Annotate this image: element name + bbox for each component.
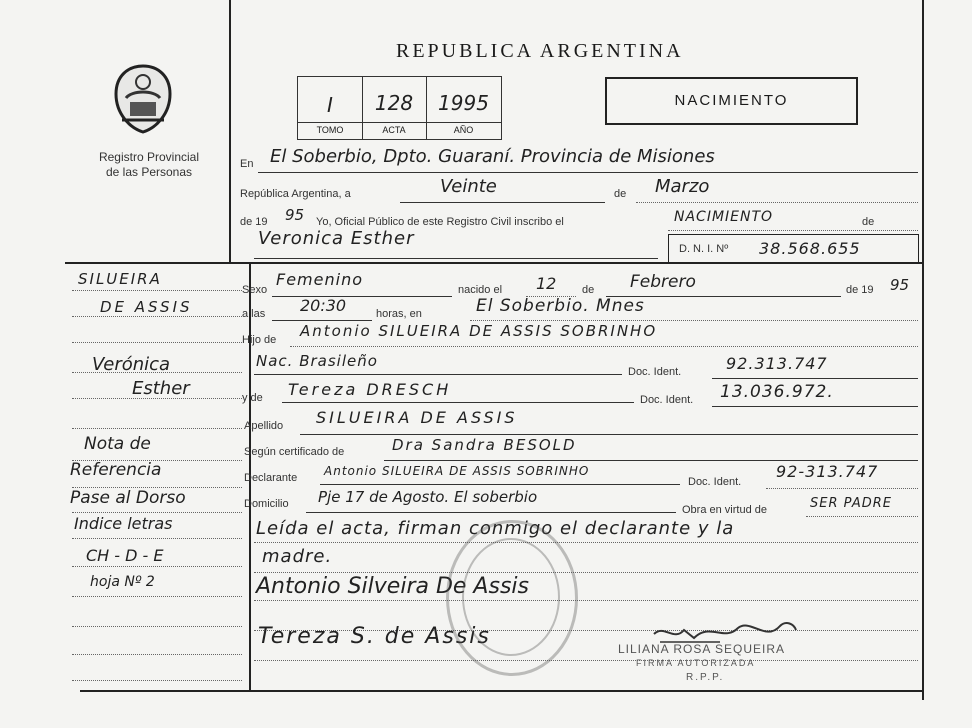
- father-nationality: Nac. Brasileño: [256, 352, 378, 370]
- margin-line: [72, 596, 242, 597]
- signature-mother: Tereza S. de Assis: [258, 624, 491, 649]
- label-hijo-de: Hijo de: [242, 334, 277, 346]
- month-value: Marzo: [655, 176, 710, 197]
- label-obra: Obra en virtud de: [682, 504, 767, 516]
- line-father: [290, 346, 918, 347]
- margin-line: [72, 342, 242, 343]
- line-declarant-doc: [766, 488, 918, 489]
- margin-line: [72, 566, 242, 567]
- birth-time-value: 20:30: [300, 296, 347, 315]
- declarant-doc-value: 92-313.747: [776, 462, 879, 481]
- label-declarante: Declarante: [244, 472, 298, 484]
- line-nationality: [254, 374, 622, 375]
- line-sex: [272, 296, 452, 297]
- year-value: 95: [285, 206, 305, 224]
- margin-line: [72, 512, 242, 513]
- country-title: REPUBLICA ARGENTINA: [396, 40, 684, 62]
- father-doc-value: 92.313.747: [726, 354, 828, 373]
- margin-note-6: hoja Nº 2: [90, 574, 155, 590]
- margin-line: [72, 654, 242, 655]
- frame-divider-top: [229, 0, 231, 262]
- line-reading-1: [254, 542, 918, 543]
- line-month: [636, 202, 918, 203]
- margin-surname-2: DE ASSIS: [100, 298, 193, 316]
- mother-doc-value: 13.036.972.: [720, 382, 834, 402]
- label-de-19-b: de 19: [846, 284, 874, 296]
- document-type-box: NACIMIENTO: [605, 77, 858, 125]
- margin-given-2: Esther: [132, 378, 190, 399]
- line-certifier: [384, 460, 918, 461]
- line-mother-doc: [712, 406, 918, 407]
- label-horas: horas, en: [376, 308, 422, 320]
- line-event: [668, 230, 918, 231]
- birth-month-value: Febrero: [630, 272, 696, 292]
- official-seal-inner: [462, 538, 560, 656]
- line-capacity: [806, 516, 918, 517]
- birth-year-value: 95: [890, 276, 910, 294]
- label-en: En: [240, 158, 254, 170]
- capacity-value: SER PADRE: [810, 496, 892, 511]
- label-doc-2: Doc. Ident.: [640, 394, 694, 406]
- tomo-label: TOMO: [316, 125, 344, 135]
- child-name-value: Veronica Esther: [258, 228, 415, 249]
- official-title: FIRMA AUTORIZADA: [636, 658, 756, 668]
- margin-surname-1: SILUEIRA: [78, 270, 162, 288]
- label-domicilio: Domicilio: [244, 498, 289, 510]
- mother-value: Tereza DRESCH: [288, 380, 452, 399]
- label-sexo: Sexo: [242, 284, 268, 296]
- label-apellido: Apellido: [244, 420, 284, 432]
- line-address: [306, 512, 676, 513]
- frame-bottom-rule: [80, 690, 924, 692]
- line-declarant: [320, 484, 680, 485]
- label-de-1: de: [614, 188, 627, 200]
- surname-value: SILUEIRA DE ASSIS: [316, 408, 518, 427]
- event-value: NACIMIENTO: [674, 209, 774, 225]
- anio-value: 1995: [438, 91, 489, 115]
- line-surname: [300, 434, 918, 435]
- frame-right-edge: [922, 0, 924, 700]
- label-doc-3: Doc. Ident.: [688, 476, 742, 488]
- declarant-value: Antonio SILUEIRA DE ASSIS SOBRINHO: [324, 464, 590, 478]
- place-value: El Soberbio, Dpto. Guaraní. Provincia de Misiones: [270, 146, 715, 167]
- line-child-name: [254, 258, 658, 259]
- registry-name: Registro Provincial de las Personas: [98, 150, 200, 179]
- dni-box: [668, 234, 919, 264]
- birth-day-value: 12: [536, 274, 557, 293]
- coat-of-arms-icon: [110, 62, 176, 134]
- label-doc-1: Doc. Ident.: [628, 366, 682, 378]
- margin-line: [72, 428, 242, 429]
- margin-note-2: Referencia: [70, 460, 162, 480]
- official-org: R.P.P.: [686, 672, 725, 683]
- line-birth-place: [470, 320, 918, 321]
- margin-note-4: Indice letras: [74, 514, 173, 533]
- certifier-value: Dra Sandra BESOLD: [392, 436, 577, 454]
- tomo-value: I: [327, 93, 333, 117]
- reading-text-1: Leída el acta, firman conmigo el declarante y la: [256, 518, 735, 539]
- margin-note-5: CH - D - E: [86, 546, 164, 565]
- line-father-doc: [712, 378, 918, 379]
- margin-line: [72, 680, 242, 681]
- margin-note-3: Pase al Dorso: [70, 488, 186, 508]
- signature-declarant: Antonio Silveira De Assis: [256, 574, 529, 599]
- official-name: LILIANA ROSA SEQUEIRA: [618, 642, 786, 656]
- father-value: Antonio SILUEIRA DE ASSIS SOBRINHO: [300, 322, 658, 340]
- label-a-las: a las: [242, 308, 266, 320]
- margin-line: [72, 316, 242, 317]
- label-de-3: de: [582, 284, 595, 296]
- margin-given-1: Verónica: [92, 354, 171, 375]
- acta-value: 128: [374, 91, 414, 115]
- dni-value: 38.568.655: [759, 239, 861, 258]
- label-de-19: de 19: [240, 216, 268, 228]
- line-mother: [282, 402, 634, 403]
- record-number-box: [297, 76, 502, 140]
- label-de-2: de: [862, 216, 875, 228]
- line-signature-2: [254, 660, 918, 661]
- dni-label: D. N. I. Nº: [679, 243, 729, 255]
- margin-line: [72, 290, 242, 291]
- line-reading-2: [254, 572, 918, 573]
- label-republica: República Argentina, a: [240, 188, 351, 200]
- label-y-de: y de: [242, 392, 263, 404]
- line-signature-1: [254, 600, 918, 601]
- label-segun: Según certificado de: [244, 446, 345, 458]
- birth-place-value: El Soberbio. Mnes: [476, 296, 645, 316]
- anio-label: AÑO: [453, 125, 474, 135]
- line-day: [400, 202, 605, 203]
- acta-label: ACTA: [382, 125, 406, 135]
- margin-note-1: Nota de: [84, 434, 151, 454]
- label-yo-oficial: Yo, Oficial Público de este Registro Civil inscribo el: [316, 216, 564, 228]
- margin-line: [72, 538, 242, 539]
- day-words-value: Veinte: [440, 176, 497, 197]
- reading-text-2: madre.: [262, 546, 333, 567]
- address-value: Pje 17 de Agosto. El soberbio: [318, 488, 538, 506]
- margin-line: [72, 626, 242, 627]
- label-nacido: nacido el: [458, 284, 503, 296]
- line-place: [258, 172, 918, 173]
- sex-value: Femenino: [276, 270, 363, 289]
- line-birth-time: [272, 320, 372, 321]
